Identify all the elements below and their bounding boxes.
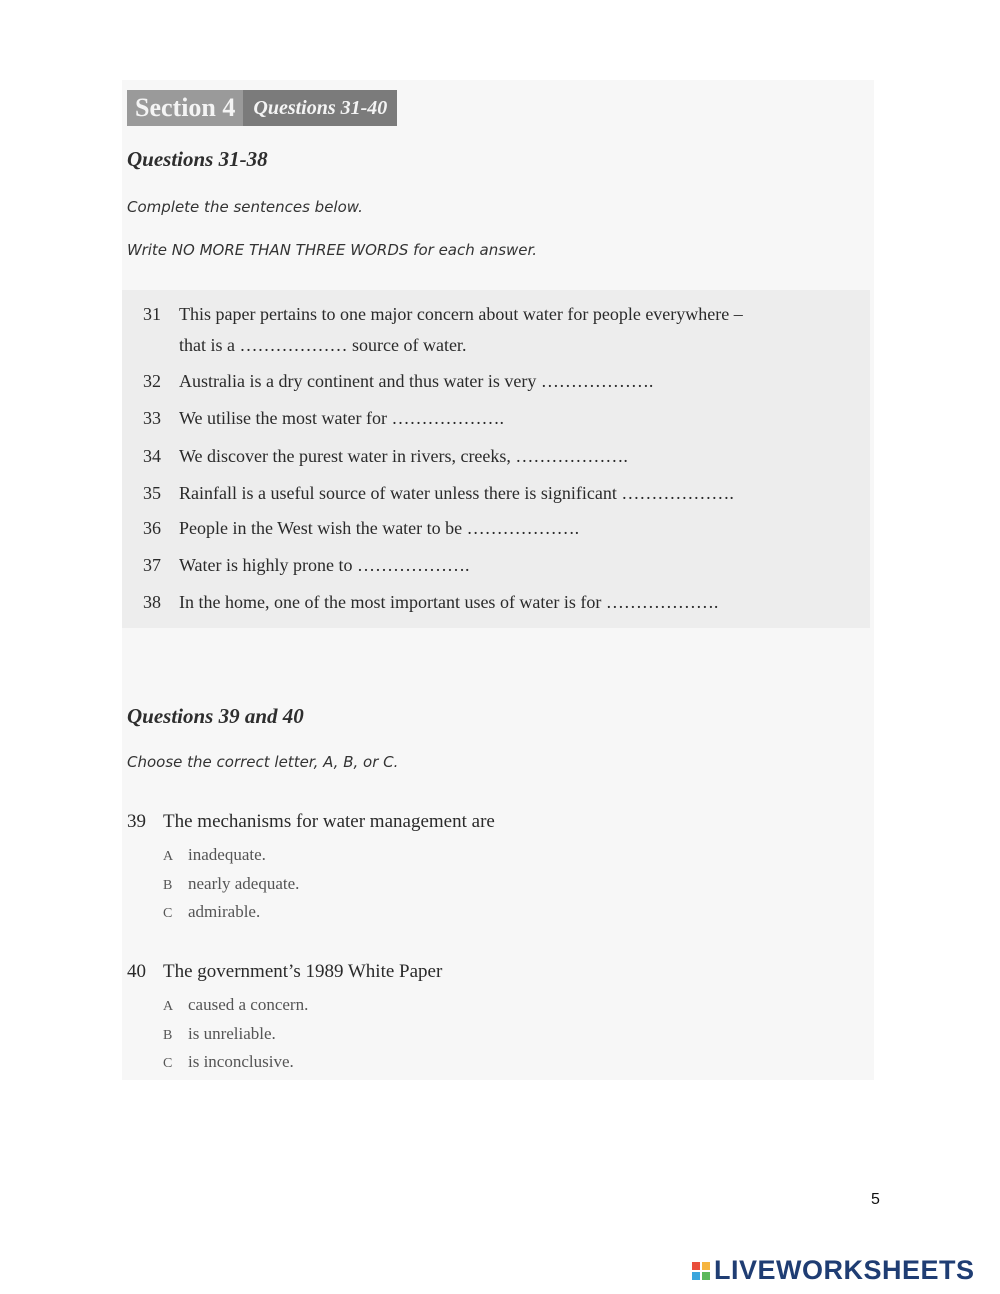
option-letter: C [163, 1056, 173, 1071]
part2-title: Questions 39 and 40 [127, 704, 304, 728]
question-number: 36 [143, 518, 161, 538]
question-number: 38 [143, 592, 161, 612]
option-text: nearly adequate. [188, 874, 300, 893]
question-31 [143, 304, 743, 325]
question-38 [143, 592, 718, 613]
question-32 [143, 371, 653, 392]
question-37 [143, 555, 470, 576]
brand-mark-icon [692, 1262, 710, 1280]
question-number: 31 [143, 304, 161, 324]
option-text: inadequate. [188, 845, 266, 864]
option-39-a[interactable] [163, 845, 266, 865]
part1-word-limit: Write NO MORE THAN THREE WORDS for each answer. [127, 241, 538, 259]
question-text: People in the West wish the water to be ………………. [179, 518, 580, 538]
question-number: 32 [143, 371, 161, 391]
question-text: Water is highly prone to ………………. [179, 555, 470, 575]
question-35 [143, 483, 734, 504]
question-number: 40 [127, 961, 146, 982]
option-letter: A [163, 999, 174, 1014]
question-number: 35 [143, 483, 161, 503]
option-39-b[interactable] [163, 874, 299, 894]
question-36 [143, 518, 579, 539]
question-39 [127, 811, 495, 833]
option-40-b[interactable] [163, 1024, 276, 1044]
part1-instruction: Complete the sentences below. [127, 198, 363, 216]
question-text: The government’s 1989 White Paper [163, 961, 443, 982]
question-number: 39 [127, 811, 146, 832]
question-number: 34 [143, 446, 161, 466]
option-letter: B [163, 878, 173, 893]
option-text: admirable. [188, 902, 261, 921]
option-40-a[interactable] [163, 995, 308, 1015]
option-text: is inconclusive. [188, 1052, 294, 1071]
question-text: This paper pertains to one major concern about water for people everywhere – [179, 304, 743, 324]
option-text: is unreliable. [188, 1024, 276, 1043]
option-39-c[interactable] [163, 902, 260, 922]
question-33 [143, 408, 504, 429]
question-text: In the home, one of the most important uses of water is for ………………. [179, 592, 719, 612]
question-text: We discover the purest water in rivers, creeks, ………………. [179, 446, 628, 466]
question-number: 37 [143, 555, 161, 575]
question-text: Rainfall is a useful source of water unless there is significant ………………. [179, 483, 734, 503]
liveworksheets-logo[interactable] [692, 1255, 975, 1286]
option-letter: A [163, 849, 174, 864]
question-31-continuation: that is a ……………… source of water. [179, 335, 467, 355]
question-40 [127, 961, 442, 983]
part1-title: Questions 31-38 [127, 147, 268, 171]
question-text: Australia is a dry continent and thus water is very ………………. [179, 371, 654, 391]
question-34 [143, 446, 628, 467]
option-40-c[interactable] [163, 1052, 294, 1072]
question-number: 33 [143, 408, 161, 428]
option-text: caused a concern. [188, 995, 309, 1014]
section-label: Section 4 [127, 90, 243, 126]
option-letter: B [163, 1028, 173, 1043]
question-text: The mechanisms for water management are [163, 811, 495, 832]
page-number: 5 [871, 1191, 880, 1208]
section-header [127, 90, 397, 126]
option-letter: C [163, 906, 173, 921]
question-text: We utilise the most water for ………………. [179, 408, 504, 428]
part2-instruction: Choose the correct letter, A, B, or C. [127, 753, 399, 771]
brand-name: LIVEWORKSHEETS [714, 1255, 975, 1285]
section-questions-range: Questions 31-40 [243, 90, 397, 126]
